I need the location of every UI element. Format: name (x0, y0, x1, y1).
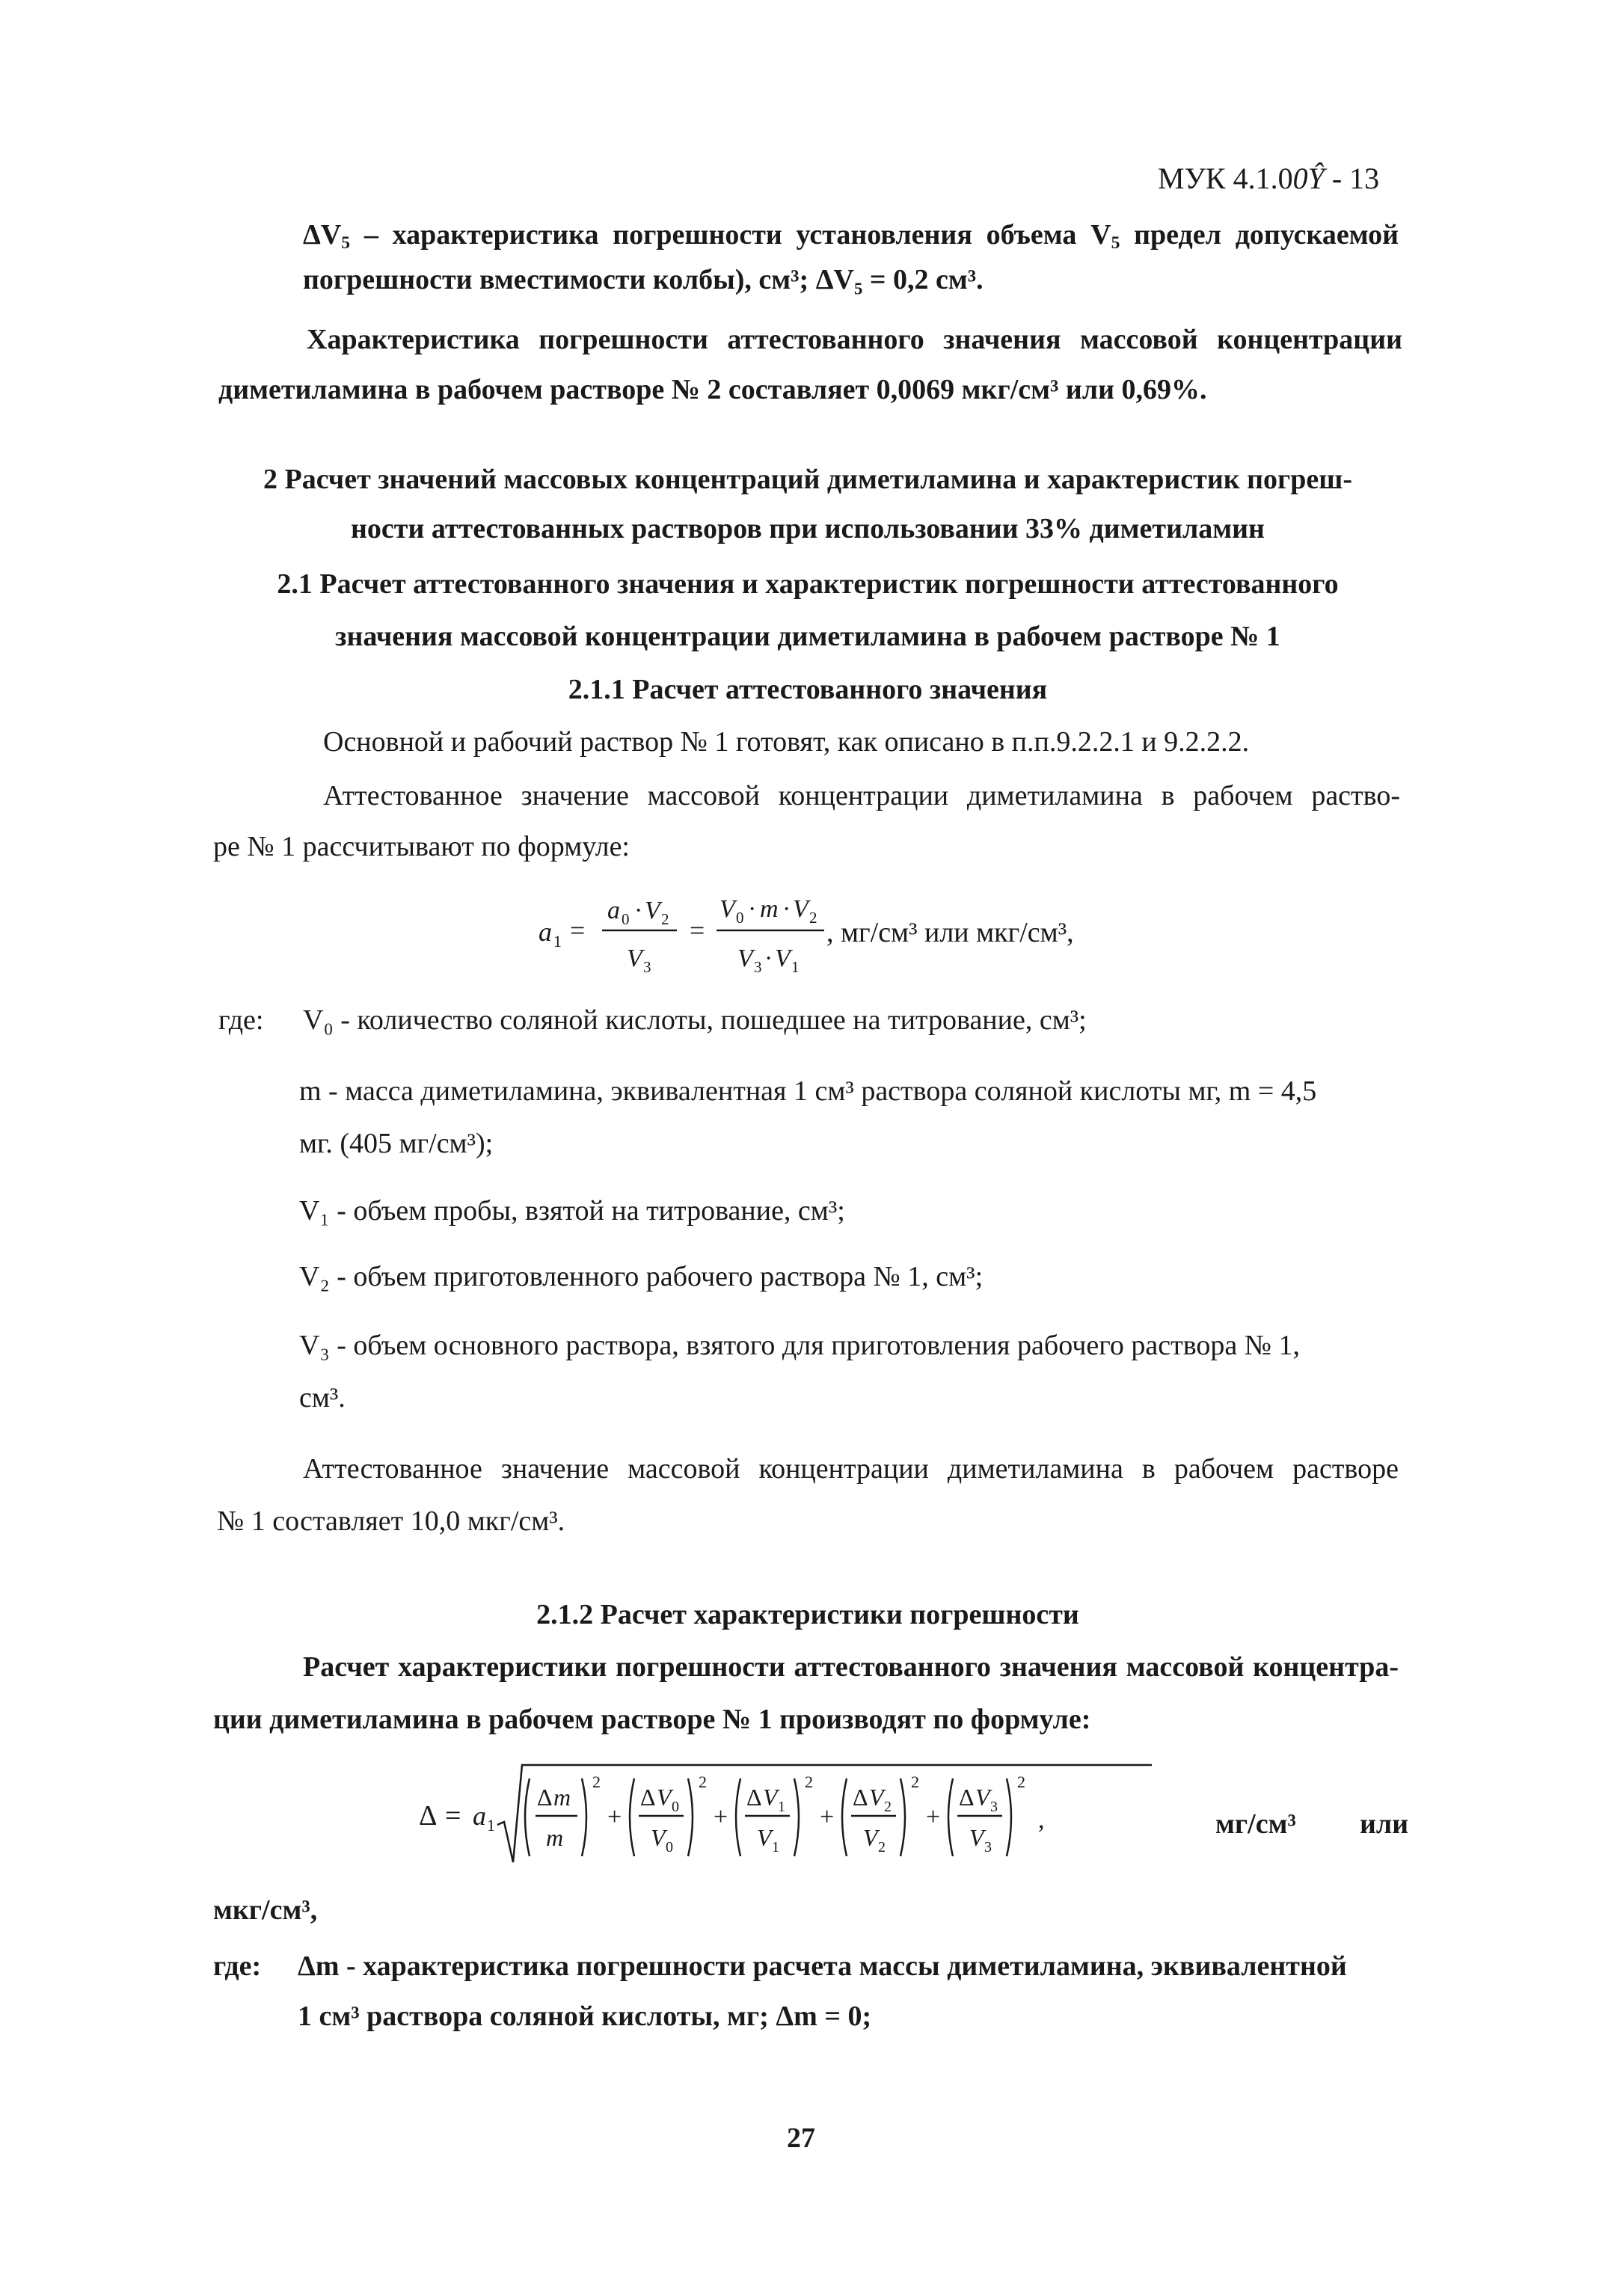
doc-code-handwritten: 0Ŷ (1292, 162, 1325, 195)
formula-error-units-cont: мкг/см³, (213, 1894, 318, 1926)
characteristic-line2: диметиламина в рабочем растворе № 2 составляет 0,0069 мкг/см³ или 0,69%. (218, 374, 1207, 405)
svg-text:V: V (763, 1784, 778, 1811)
svg-text:2: 2 (805, 1772, 813, 1791)
formula-error-characteristic (411, 1750, 1159, 1877)
where-label-2: где: (213, 1950, 262, 1982)
svg-text:3: 3 (990, 1799, 998, 1815)
svg-text:a: a (473, 1801, 486, 1831)
section-2-1-title-line2: значения массовой концентрации диметиламина в рабочем растворе № 1 (335, 621, 1280, 652)
svg-text:3: 3 (643, 958, 651, 976)
svg-text:Δ: Δ (746, 1784, 762, 1811)
result-line2: № 1 составляет 10,0 мкг/см³. (217, 1505, 565, 1537)
paragraph-preparation: Основной и рабочий раствор № 1 готовят, как описано в п.п.9.2.2.1 и 9.2.2.2. (323, 726, 1250, 758)
definition-m-line1: m - масса диметиламина, эквивалентная 1 см³ растворa соляной кислоты мг, m = 4,5 (299, 1075, 1317, 1107)
svg-text:0: 0 (736, 909, 744, 927)
error-paragraph-line2: ции диметиламина в рабочем растворе № 1 производят по формуле: (213, 1704, 1091, 1735)
where-label: где: (218, 1004, 264, 1036)
svg-text:0: 0 (666, 1839, 673, 1855)
svg-text:Δ: Δ (959, 1784, 975, 1811)
svg-text:m: m (546, 1824, 564, 1851)
svg-text:2: 2 (661, 910, 669, 928)
svg-text:V: V (719, 895, 735, 923)
dv5-definition-line1: $\Delta V_5$ – характеристика погрешности установления объема $V_5$ предел допускаемой (303, 219, 1399, 253)
svg-text:·: · (634, 897, 643, 924)
formula-error-or: или (1360, 1808, 1409, 1840)
svg-text:3: 3 (754, 958, 762, 976)
paragraph-formula-intro-line1: Аттестованное значение массовой концентрации диметиламина в рабочем раство- (323, 780, 1400, 811)
svg-text:V: V (863, 1824, 878, 1851)
definition-v1: V₁ - объем пробы, взятой на титрование, см³; (299, 1195, 845, 1227)
formula-attested-value-units: , мг/см³ или мкг/см³, (826, 917, 1074, 948)
error-paragraph-line1: Расчет характеристики погрешности аттестованного значения массовой концентра- (303, 1651, 1399, 1683)
definition-v3-line2: см³. (299, 1382, 346, 1413)
svg-text:V: V (757, 1824, 772, 1851)
svg-text:0: 0 (622, 910, 630, 928)
svg-text:1: 1 (791, 958, 800, 976)
formula-error-units: мг/см³ (1215, 1808, 1296, 1840)
definition-m-line2: мг. (405 мг/см³); (299, 1128, 494, 1159)
svg-text:=: = (445, 1800, 461, 1832)
doc-code: МУК 4.1.00Ŷ - 13 (1158, 162, 1380, 195)
svg-text:Δ: Δ (640, 1784, 656, 1811)
svg-text:+: + (714, 1803, 728, 1831)
svg-text:+: + (926, 1803, 941, 1831)
svg-text:·: · (782, 895, 791, 923)
definition-dm-line2: 1 см³ раствора соляной кислоты, мг; Δm = 0; (298, 2001, 872, 2032)
svg-text:=: = (570, 915, 586, 945)
svg-text:V: V (975, 1784, 990, 1811)
svg-text:V: V (869, 1784, 884, 1811)
svg-text:=: = (690, 915, 705, 945)
svg-text:Δ: Δ (853, 1784, 868, 1811)
svg-text:1: 1 (487, 1816, 495, 1835)
svg-text:+: + (607, 1803, 622, 1831)
svg-text:V: V (969, 1824, 984, 1851)
svg-text:V: V (651, 1824, 666, 1851)
section-2-1-title-line1: 2.1 Расчет аттестованного значения и характеристик погрешности аттестованного (277, 568, 1339, 600)
result-line1: Аттестованное значение массовой концентрации диметиламина в рабочем растворе (303, 1453, 1399, 1485)
svg-text:V: V (627, 945, 642, 972)
paragraph-formula-intro-line2: ре № 1 рассчитывают по формуле: (213, 831, 630, 862)
svg-text:2: 2 (1017, 1772, 1025, 1791)
svg-text:m: m (760, 895, 779, 923)
definition-v3-line1: V₃ - объем основного раствора, взятого для приготовления рабочего раствора № 1, (299, 1330, 1301, 1361)
section-2-title-line1: 2 Расчет значений массовых концентраций диметиламина и характеристик погреш- (263, 464, 1352, 495)
section-2-1-1-title: 2.1.1 Расчет аттестованного значения (568, 674, 1048, 705)
svg-text:V: V (793, 895, 808, 923)
svg-text:2: 2 (592, 1772, 601, 1791)
svg-text:1: 1 (778, 1799, 785, 1815)
svg-text:a: a (539, 917, 552, 947)
page-number: 27 (787, 2122, 815, 2154)
svg-text:a: a (607, 897, 620, 924)
svg-text:2: 2 (911, 1772, 919, 1791)
characteristic-line1: Характеристика погрешности аттестованного значения массовой концентрации (307, 324, 1402, 355)
svg-text:Δ: Δ (419, 1800, 438, 1832)
dv5-definition-line2: погрешности вместимости колбы), см³; ΔV₅ = 0,2 см³. (303, 264, 984, 295)
section-2-title-line2: ности аттестованных растворов при использовании 33% диметиламин (351, 513, 1265, 544)
svg-text:V: V (657, 1784, 672, 1811)
svg-text:+: + (820, 1803, 835, 1831)
svg-text:2: 2 (884, 1799, 892, 1815)
svg-text:0: 0 (672, 1799, 679, 1815)
section-2-1-2-title: 2.1.2 Расчет характеристики погрешности (536, 1599, 1079, 1630)
svg-text:1: 1 (553, 932, 562, 951)
svg-text:V: V (775, 945, 791, 972)
svg-text:·: · (764, 945, 773, 972)
svg-text:2: 2 (699, 1772, 707, 1791)
svg-text:V: V (645, 897, 660, 924)
definition-dm-line1: Δm - характеристика погрешности расчета массы диметиламина, эквивалентной (298, 1950, 1347, 1982)
svg-text:·: · (748, 895, 757, 923)
definition-v2: V₂ - объем приготовленного рабочего раствора № 1, см³; (299, 1261, 984, 1292)
svg-text:2: 2 (809, 909, 817, 927)
svg-text:V: V (737, 945, 753, 972)
definition-v0: V₀ - количество соляной кислоты, пошедшее на титрование, см³; (303, 1004, 1087, 1036)
svg-text:1: 1 (772, 1839, 779, 1855)
svg-text:,: , (1038, 1806, 1045, 1834)
svg-text:3: 3 (984, 1839, 992, 1855)
svg-text:m: m (553, 1784, 571, 1811)
formula-error-characteristic-svg (411, 1750, 1159, 1877)
svg-text:2: 2 (878, 1839, 886, 1855)
svg-text:Δ: Δ (537, 1784, 553, 1811)
